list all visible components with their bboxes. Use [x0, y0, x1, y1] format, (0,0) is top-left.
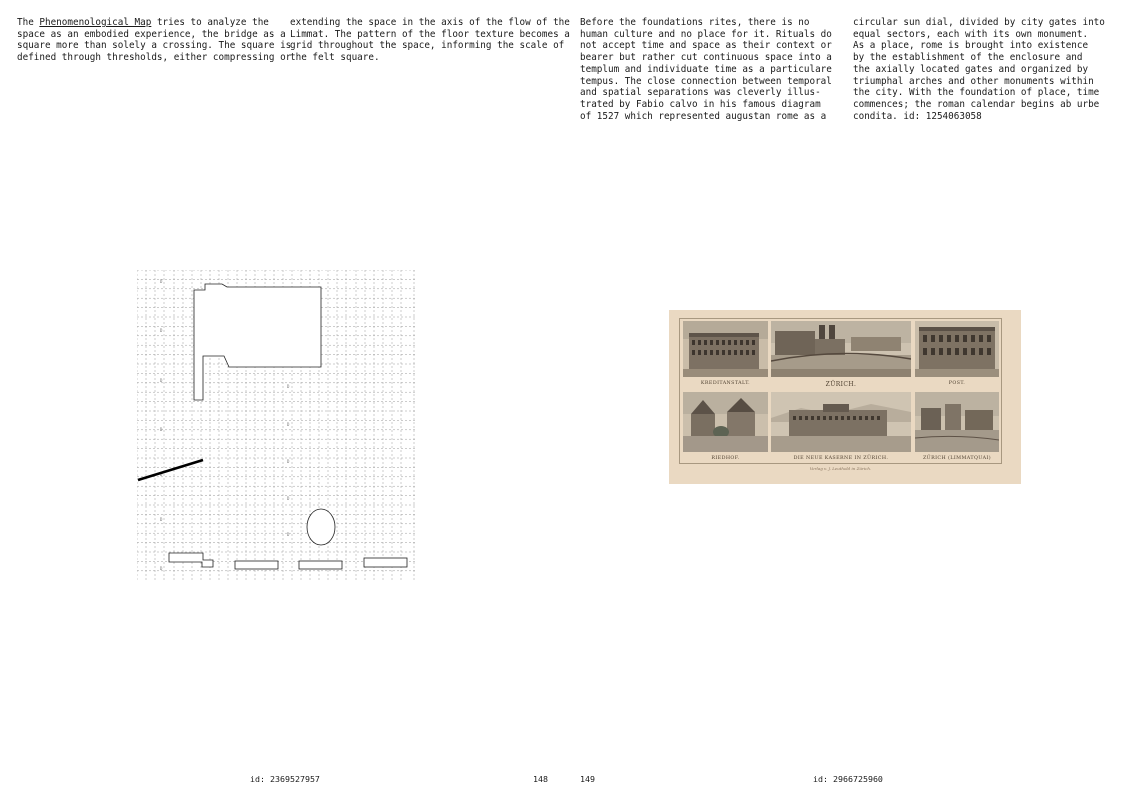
left-column-2: [290, 17, 570, 64]
text-line: by the establishment of the enclosure and: [853, 52, 1083, 64]
right-column-2: [853, 17, 1105, 122]
left-column-1: [17, 17, 291, 64]
text-line: defined through thresholds, either compressing or: [17, 52, 292, 64]
plan-svg: [137, 270, 415, 580]
text-line: condita. id: 1254063058: [853, 110, 982, 122]
grid-marker: D: [160, 427, 163, 432]
text-line: the axially located gates and organized by: [853, 63, 1089, 75]
grid-marker: D: [160, 472, 163, 477]
phenomenological-map-drawing: [137, 270, 415, 580]
right-figure-id: id: 2966725960: [813, 774, 883, 784]
caption-zurich: ZÜRICH.: [825, 381, 857, 388]
text-line: the city. With the foundation of place, time: [853, 87, 1100, 99]
vignette-kaserne: [771, 392, 911, 452]
text-line: commences; the roman calendar begins ab urbe: [853, 98, 1100, 110]
caption-riedhof: RIEDHOF.: [711, 456, 740, 461]
text-line: circular sun dial, divided by city gates into: [853, 17, 1105, 28]
caption-limmatquai: ZÜRICH (LIMMATQUAI): [922, 456, 992, 461]
bench-element: [364, 558, 407, 567]
text-fragment: tries to analyze the: [151, 17, 269, 28]
text-fragment: The: [17, 17, 40, 28]
text-line: human culture and no place for it. Rituals do: [580, 28, 832, 40]
oval-element: [307, 509, 335, 545]
grid-marker: D: [160, 566, 163, 571]
text-line: bearer but rather cut continuous space into a: [580, 52, 832, 64]
left-figure-id: id: 2369527957: [250, 774, 320, 784]
vignette-kreditanstalt: [683, 321, 768, 377]
caption-kaserne: DIE NEUE KASERNE IN ZÜRICH.: [793, 456, 889, 461]
grid-marker: D: [287, 496, 290, 501]
text-line: [17, 17, 291, 29]
text-line: grid throughout the space, informing the scale of: [290, 40, 565, 52]
text-line: extending the space in the axis of the flow of the: [290, 17, 570, 28]
bench-element: [169, 553, 213, 567]
text-line: the felt square.: [290, 52, 380, 64]
publisher-line: Verlag v. J. Leuthold in Zürich.: [809, 466, 872, 471]
zurich-postcard-image: [669, 310, 1021, 484]
text-line: equal sectors, each with its own monument.: [853, 28, 1089, 40]
grid-marker: D: [160, 328, 163, 333]
text-line: As a place, rome is brought into existence: [853, 40, 1089, 52]
postcard-frame: [679, 318, 1002, 471]
grid-marker: D: [287, 532, 290, 537]
text-line: square more than solely a crossing. The square is: [17, 40, 292, 52]
text-line: Before the foundations rites, there is no: [580, 17, 810, 28]
grid-marker: D: [160, 517, 163, 522]
grid-marker: D: [287, 422, 290, 427]
grid-marker: D: [160, 378, 163, 383]
text-line: tempus. The close connection between temporal: [580, 75, 832, 87]
bench-element: [235, 561, 278, 569]
grid-marker: D: [287, 384, 290, 389]
grid-marker: D: [287, 459, 290, 464]
vignette-zurich-panorama: [771, 321, 911, 377]
text-line: and spatial separations was cleverly illus-: [580, 87, 821, 99]
text-line: not accept time and space as their context or: [580, 40, 832, 52]
text-line: space as an embodied experience, the bridge as a: [17, 28, 286, 40]
vignette-riedhof: [683, 392, 768, 452]
caption-post: POST.: [948, 381, 966, 386]
phenomenological-map-term: Phenomenological Map: [39, 17, 152, 28]
text-line: templum and individuate time as a particulare: [580, 63, 832, 75]
left-page-number: 148: [533, 774, 548, 784]
bench-element: [299, 561, 342, 569]
vignette-post: [915, 321, 999, 377]
vignette-limmatquai: [915, 392, 999, 452]
caption-kreditanstalt: KREDITANSTALT.: [700, 381, 751, 386]
text-line: trated by Fabio calvo in his famous diagram: [580, 98, 821, 110]
text-line: Limmat. The pattern of the floor texture becomes a: [290, 28, 570, 40]
right-column-1: [580, 17, 832, 122]
right-page-number: 149: [580, 774, 595, 784]
text-line: of 1527 which represented augustan rome as a: [580, 110, 827, 122]
grid-marker: D: [160, 279, 163, 284]
text-line: triumphal arches and other monuments within: [853, 75, 1094, 87]
